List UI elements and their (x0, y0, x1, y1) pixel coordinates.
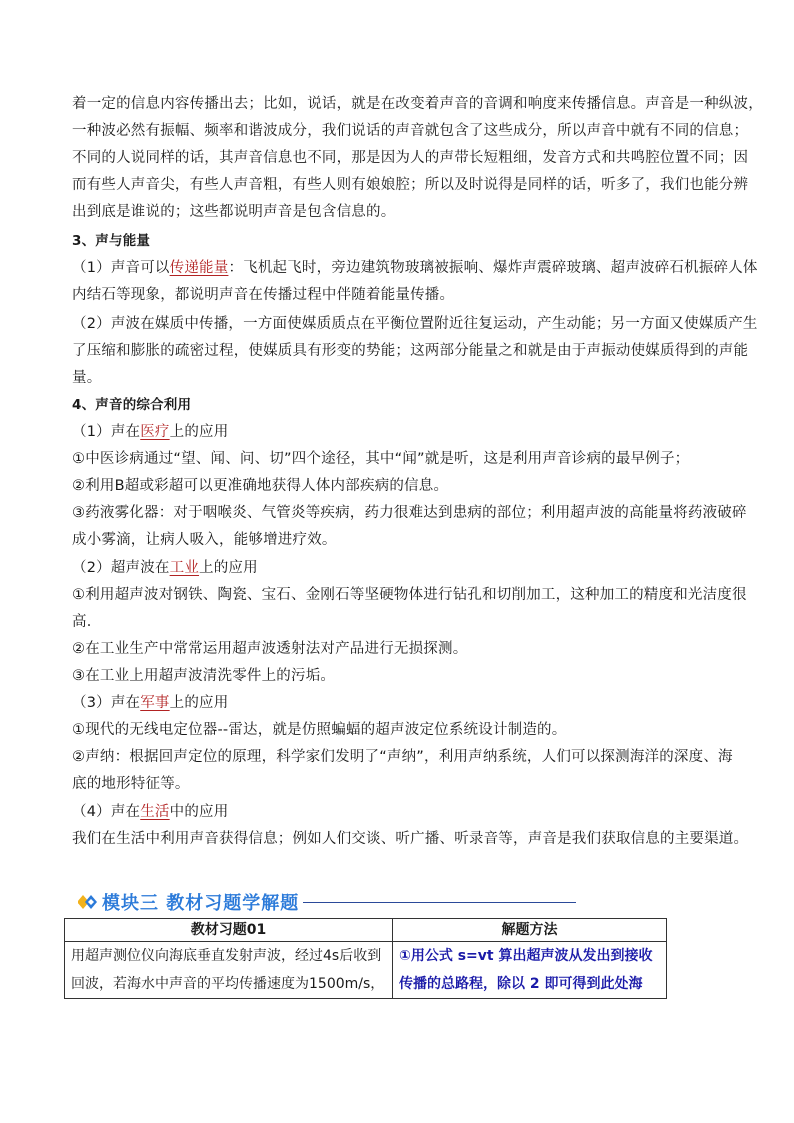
paragraph-line: 底的地形特征等。 (72, 776, 190, 792)
subheading-prefix: （4）声在 (72, 804, 141, 820)
keyword-link[interactable]: 传递能量 (169, 260, 229, 276)
subheading-suffix: 上的应用 (169, 695, 229, 711)
paragraph-line: ①利用超声波对钢铁、陶瓷、宝石、金刚石等坚硬物体进行钻孔和切削加工，这种加工的精度和光洁度很 (72, 587, 747, 603)
subheading-prefix: （1）声在 (72, 424, 141, 440)
exercise-table (64, 918, 667, 999)
subheading-prefix: （2）超声波在 (72, 560, 170, 576)
item-prefix: （1）声音可以 (72, 260, 170, 276)
paragraph-line: （2）声波在媒质中传播，一方面使媒质质点在平衡位置附近往复运动，产生动能；另一方面又使媒质产生 (72, 316, 758, 332)
medical-subheading (72, 419, 228, 446)
subheading-prefix: （3）声在 (72, 695, 141, 711)
paragraph-line: 量。 (72, 370, 102, 386)
double-diamond-icon (78, 893, 98, 911)
table-header-row (65, 919, 667, 942)
paragraph-line: ②声纳：根据回声定位的原理，科学家们发明了“声纳”，利用声纳系统，人们可以探测海洋的深度、海 (72, 749, 733, 765)
paragraph-line: 了压缩和膨胀的疏密过程，使媒质具有形变的势能；这两部分能量之和就是由于声振动使媒质得到的声能 (72, 343, 749, 359)
industry-subheading (72, 555, 258, 582)
module-title: 模块三 教材习题学解题 (102, 893, 300, 914)
question-line: 回波，若海水中声音的平均传播速度为1500m/s， (71, 976, 385, 992)
subheading-suffix: 上的应用 (169, 424, 229, 440)
table-header-right: 解题方法 (393, 919, 667, 942)
keyword-link[interactable]: 医疗 (140, 424, 170, 440)
exercise-question-cell (65, 942, 393, 999)
paragraph-line: 我们在生活中利用声音获得信息；例如人们交谈、听广播、听录音等，声音是我们获取信息的主要渠道。 (72, 831, 749, 847)
paragraph-line: ③药液雾化器：对于咽喉炎、气管炎等疾病，药力很难达到患病的部位；利用超声波的高能量将药液破碎 (72, 505, 747, 521)
table-header-left: 教材习题01 (65, 919, 393, 942)
section-heading: 4、声音的综合利用 (72, 397, 192, 413)
paragraph-line: ③在工业上用超声波清洗零件上的污垢。 (72, 668, 336, 684)
paragraph-line: ①中医诊病通过“望、闻、问、切”四个途径，其中“闻”就是听，这是利用声音诊病的最早例子； (72, 451, 690, 467)
paragraph-line: 一种波必然有振幅、频率和谐波成分，我们说话的声音就包含了这些成分，所以声音中就有不同的信息； (72, 123, 749, 139)
section-heading: 3、声与能量 (72, 233, 151, 249)
military-subheading (72, 690, 228, 717)
paragraph-line: 而有些人声音尖，有些人声音粗，有些人则有娘娘腔；所以及时说得是同样的话，听多了，我们也能分辨 (72, 177, 749, 193)
paragraph-line: ②利用B超或彩超可以更准确地获得人体内部疾病的信息。 (72, 478, 449, 494)
energy-item-1 (72, 255, 758, 282)
paragraph-line: 成小雾滴，让病人吸入，能够增进疗效。 (72, 532, 337, 548)
paragraph-line: 不同的人说同样的话，其声音信息也不同，那是因为人的声带长短粗细，发音方式和共鸣腔位置不同；因 (72, 150, 749, 166)
keyword-link[interactable]: 工业 (169, 560, 200, 576)
paragraph-line: 出到底是谁说的；这些都说明声音是包含信息的。 (72, 204, 396, 220)
question-line: 用超声测位仪向海底垂直发射声波，经过4s后收到 (71, 948, 382, 964)
paragraph-line: ②在工业生产中常常运用超声波透射法对产品进行无损探测。 (72, 641, 468, 657)
life-subheading (72, 799, 228, 826)
module-header (78, 888, 299, 916)
paragraph-line: 着一定的信息内容传播出去；比如，说话，就是在改变着声音的音调和响度来传播信息。声音是一种纵波， (72, 96, 763, 112)
keyword-link[interactable]: 生活 (140, 804, 170, 820)
subheading-suffix: 上的应用 (199, 560, 258, 576)
module-divider (303, 902, 576, 903)
paragraph-line: 内结石等现象，都说明声音在传播过程中伴随着能量传播。 (72, 287, 455, 303)
subheading-suffix: 中的应用 (169, 804, 229, 820)
method-line: ①用公式 s=vt 算出超声波从发出到接收 (399, 948, 653, 964)
solution-method-cell (393, 942, 667, 999)
paragraph-line: 高． (72, 614, 102, 630)
method-line: 传播的总路程，除以 2 即可得到此处海 (399, 976, 643, 992)
keyword-link[interactable]: 军事 (140, 695, 170, 711)
paragraph-line: ①现代的无线电定位器--雷达，就是仿照蝙蝠的超声波定位系统设计制造的。 (72, 722, 567, 738)
table-row (65, 942, 667, 999)
item-text: ：飞机起飞时，旁边建筑物玻璃被振响、爆炸声震碎玻璃、超声波碎石机振碎人体 (228, 260, 758, 276)
